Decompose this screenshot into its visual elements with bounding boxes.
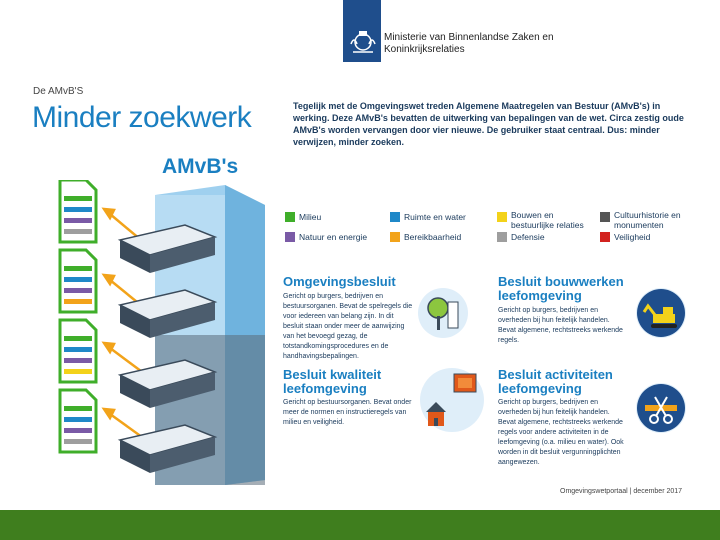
document-stripe <box>64 369 92 374</box>
legend-item <box>390 212 466 222</box>
legend-swatch-bereikbaarheid <box>390 232 400 242</box>
legend-label: Defensie <box>511 232 545 242</box>
section-bouwwerken-body: Gericht op burgers, bedrijven en overheden bij hun feitelijk handelen. Bevat algemene, rechtstreeks werkende regels. <box>498 307 623 344</box>
excavator-icon <box>636 288 686 338</box>
coat-of-arms-logo <box>345 0 381 62</box>
document-1 <box>60 180 96 242</box>
legend-item <box>497 232 545 242</box>
kicker: De AMvB'S <box>33 86 84 97</box>
intro-text: Tegelijk met de Omgevingswet treden Algemene Maatregelen van Bestuur (AMvB's) in werking. Deze AMvB's bevatten de uitwerking van bepalingen van de wet. Circa zestig oude AMvB's worden vervangen door vier nieuwe. De gebruiker staat centraal. Dus: minder verwijzen, minder zoeken. <box>293 101 684 147</box>
document-stripe <box>64 299 92 304</box>
excavator-icon-circle <box>636 288 686 338</box>
amvb-label: AMvB's <box>162 155 239 178</box>
documents-graphic <box>58 180 98 480</box>
legend-swatch-ruimte <box>390 212 400 222</box>
legend-swatch-natuur <box>285 232 295 242</box>
document-4 <box>60 390 96 452</box>
document-stripe <box>64 358 92 363</box>
ministry-name <box>384 32 554 56</box>
legend-label: Veiligheid <box>614 232 651 242</box>
document-stripe <box>64 277 92 282</box>
legend-swatch-milieu <box>285 212 295 222</box>
legend-label: Cultuurhistorie en monumenten <box>614 210 681 230</box>
legend-item <box>285 212 321 222</box>
document-stripe <box>64 229 92 234</box>
legend <box>285 210 705 250</box>
section-omgevingsbesluit-body: Gericht op burgers, bedrijven en bestuursorganen. Bevat de spelregels die voor iedereen van belang zijn. In dit besluit staan onder meer de aanwijzing van het bevoegd gezag, de totstandkomingsprocedures en de handhavingsbepalingen. <box>283 293 413 360</box>
filing-cabinet-graphic <box>115 185 270 485</box>
document-stripe <box>64 266 92 271</box>
house-icon-circle <box>420 368 484 432</box>
document-stack <box>58 180 98 480</box>
scissors-icon-circle <box>636 383 686 433</box>
tree-icon-circle <box>418 288 468 338</box>
legend-label: Bereikbaarheid <box>404 232 462 242</box>
house-icon <box>420 368 484 432</box>
ministry-line-2: Koninkrijksrelaties <box>384 44 465 55</box>
document-stripe <box>64 207 92 212</box>
document-stripe <box>64 439 92 444</box>
document-stripe <box>64 428 92 433</box>
scissors-icon <box>636 383 686 433</box>
legend-item <box>600 210 705 230</box>
document-stripe <box>64 336 92 341</box>
tree-icon <box>418 288 468 338</box>
page-title: Minder zoekwerk <box>32 101 252 134</box>
source-note: Omgevingswetportaal | december 2017 <box>560 488 683 495</box>
section-kwaliteit-body: Gericht op bestuursorganen. Bevat onder meer de normen en instructieregels van milieu en veiligheid. <box>283 399 412 426</box>
legend-swatch-cultuur <box>600 212 610 222</box>
legend-swatch-bouwen <box>497 212 507 222</box>
document-stripe <box>64 288 92 293</box>
document-stripe <box>64 406 92 411</box>
legend-item <box>285 232 367 242</box>
section-activiteiten-title: Besluit activiteiten leefomgeving <box>498 367 613 396</box>
crest-icon <box>345 0 381 62</box>
document-3 <box>60 320 96 382</box>
document-stripe <box>64 218 92 223</box>
document-stripe <box>64 417 92 422</box>
section-activiteiten-body: Gericht op burgers, bedrijven en overheden bij hun feitelijk handelen. Bevat algemene, rechtstreeks werkende regels voor andere activiteiten in de leefomgeving (o.a. milieu en water). Ook worden in dit besluit vergunningplichten aangewezen. <box>498 399 624 466</box>
section-omgevingsbesluit-title: Omgevingsbesluit <box>283 274 396 289</box>
document-stripe <box>64 347 92 352</box>
legend-swatch-veiligheid <box>600 232 610 242</box>
section-bouwwerken-title: Besluit bouwwerken leefomgeving <box>498 274 624 303</box>
legend-label: Bouwen en bestuurlijke relaties <box>511 210 584 230</box>
legend-item <box>390 232 461 242</box>
ministry-line-1: Ministerie van Binnenlandse Zaken en <box>384 32 554 43</box>
legend-label: Milieu <box>299 212 322 222</box>
legend-swatch-defensie <box>497 232 507 242</box>
footer-bar <box>0 510 720 540</box>
legend-label: Natuur en energie <box>299 232 368 242</box>
document-2 <box>60 250 96 312</box>
legend-label: Ruimte en water <box>404 212 466 222</box>
document-stripe <box>64 196 92 201</box>
section-kwaliteit-title: Besluit kwaliteit leefomgeving <box>283 367 382 396</box>
legend-item <box>497 210 592 230</box>
legend-item <box>600 232 650 242</box>
